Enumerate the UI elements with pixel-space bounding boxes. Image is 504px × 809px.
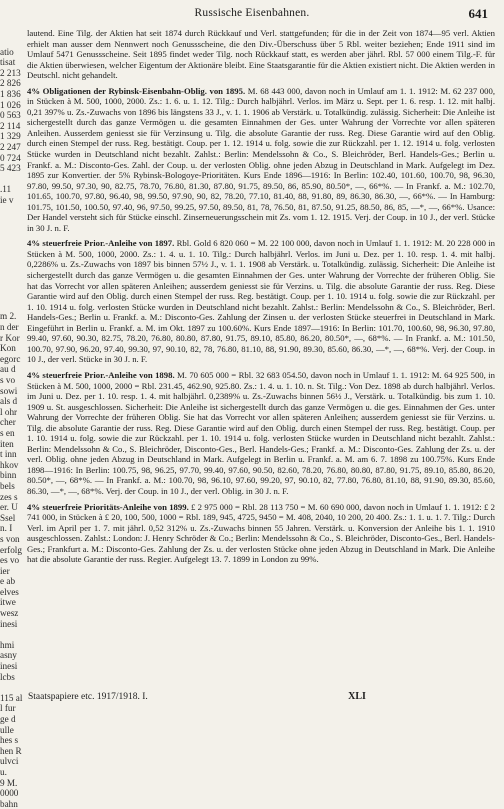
- bond-section: [27, 86, 495, 234]
- bond-section: [27, 238, 495, 365]
- margin-fragment: n. I: [0, 523, 13, 534]
- bond-section: [27, 370, 495, 497]
- margin-fragment: cher: [0, 417, 16, 428]
- margin-fragment: hkov: [0, 459, 19, 470]
- section-text: M. 68 443 000, davon noch in Umlauf am 1. 1. 1912: M. 62 237 000, in Stücken à M. 500, 1000, 2000. Zs.: 1. 6. u. 1. 12. Tilg.: Durch halbjährl. Verlos. im März u. Sept. per 1. 6. resp. 1. 12. mit halbj. 0,21 397% u. Zs.-Zuwachs von 1896 bis längstens 33 J., v. 1. 1. 1906 ab Verstärk. u. Totalkündig. zulässig. Sicherheit: Die Anleihe ist sichergestellt durch das ganze Vermögen u. die gesamten Einnahmen der Ges. unter Wahrung der Vorrechte vor allen späteren Anleihen. Ausserdem geniesst sie für Verzinsung u. Tilg. die absolute Garantie der russ. Reg. Diese Garantie wird auf den Oblig. durch einen Stempel der russ. Reg. bestätigt. Coup. per 1. 12. 1914 u. folg. sowie die zur Rückzahl. per 1. 12. 1914 u. folg. verlosten Stücke wurden in Deutschland nicht bezahlt. Zahlst.: Berlin: Mendelssohn & Co., S. Bleichröder, Berl. Handels-Ges.; Berlin u. Frankf. a. M.: Disconto-Ges. Zahl. der Coup. u. der verlosten Oblig. ohne jeden Abzug in Deutschland in Mark. Aufgelegt im Dez. 1895 zur Konvertier. der 5% Rybinsk-Bologoye-Prioritäten. Kurs Ende 1896—1916: In Berlin: 102.40, 101.60, 100.70, 98, 96.30, 97.80, 99.50, 97.30, 90, 82.75, 78.70, 76.80, 81.30, 87.80, 91.75, 89.50, 86, 85.90, 80.50*, —, 66*%. — In Frankf. a. M.: 102.70, 101.65, 100.70, 97.80, 96.40, 98, 99.50, 97.90, 90, 82, 78.20, 77.10, 81.40, 88, 91.80, 89, 86.30, 86.30, —, 66*%. — In Hamburg: 101.75, 101.50, 100.50, 97.40, 96, 97.50, 99.25, 97.50, 89.50, 81, 78, 76.50, 81, 87.50, 91.25, 88.50, 86, 85, —*, —, 66*%. Usance: Der Handel versteht sich für Stücke einschl. Zinserneuerungsschein mit Zs. vom 1. 12. 1915. Verj. der Coup. in 10 J., der verl. Stücke in 30 J. n. F.: [27, 85, 495, 233]
- margin-fragment: hmi: [0, 639, 15, 650]
- margin-fragment: 2 826: [0, 78, 21, 89]
- margin-fragment: iten: [0, 438, 14, 449]
- margin-fragment: [0, 227, 24, 238]
- margin-fragment: hen R: [0, 745, 22, 756]
- margin-fragment: [0, 258, 24, 269]
- margin-fragment: egorc: [0, 353, 21, 364]
- margin-fragment: r Kor: [0, 332, 20, 343]
- running-title: Russische Eisenbahnen.: [194, 7, 310, 19]
- margin-fragment: u.: [0, 766, 7, 777]
- margin-fragment: 5 423: [0, 163, 21, 174]
- margin-fragment: zes s: [0, 491, 18, 502]
- margin-fragment: l fur: [0, 703, 16, 714]
- margin-fragment: t inn: [0, 449, 17, 460]
- margin-fragment: er. U: [0, 502, 18, 513]
- margin-fragment: 2 247: [0, 141, 21, 152]
- margin-fragment: bahn: [0, 798, 18, 809]
- margin-fragment: inesi: [0, 618, 18, 629]
- margin-fragment: e ab: [0, 576, 16, 587]
- margin-fragment: bels: [0, 480, 15, 491]
- margin-fragment: asny: [0, 650, 17, 661]
- section-text: lautend. Eine Tilg. der Aktien hat seit 1874 durch Rückkauf und Verl. stattgefunden; für die in der Zeit von 1874—95 verl. Aktien erhielt man ausser dem Nennwert noch Genussscheine, die den Div.-Überschuss über 5 Rbl. weiter beziehen; Ende 1911 sind im Umlauf 5471 Genussscheine. Seit 1895 findet weder Tilg. noch Rückkauf statt, es werden aber jährl. Rbl. 57 000 einem Tilg.-F. für die Aktien überwiesen, welcher Eigentum der Aktionäre bleibt. Eine Staatsgarantie für die Aktien existiert nicht. Die Aktien werden in Deutschl. nicht gehandelt.: [27, 28, 495, 81]
- margin-fragment: 0 724: [0, 152, 21, 163]
- margin-fragment: l ohr: [0, 406, 18, 417]
- margin-fragment: 0 563: [0, 110, 21, 121]
- margin-fragment: lcbs: [0, 671, 15, 682]
- margin-fragment: s en: [0, 427, 15, 438]
- margin-fragment: n der: [0, 322, 19, 333]
- footer-publication: Staatspapiere etc. 1917/1918. I.: [28, 692, 148, 702]
- margin-fragment: s von: [0, 533, 20, 544]
- margin-fragment: erfolg: [0, 544, 22, 555]
- margin-fragment: [0, 237, 24, 248]
- margin-fragment: atio: [0, 46, 14, 57]
- margin-fragment: 2 114: [0, 120, 21, 131]
- main-text-column: [27, 28, 495, 570]
- page-number: 641: [468, 6, 488, 21]
- section-text: £ 2 975 000 = Rbl. 28 113 750 = M. 60 690 000, davon noch in Umlauf 1. 1. 1912: £ 2 741 000, in Stücken à £ 20, 100, 500, 1000 = Rbl. 189, 945, 4725, 9450 = M. 408, 2040, 10 200, 20 400. Zs.: 1. 1. u. 1. 7. Tilg.: Durch Verl. im April per 1. 7. mit jährl. 0,52 312% u. Zs.-Zuwachs binnen 55 Jahren. Verstärk. u. Konversion der Anleihe bis 1. 1. 1910 ausgeschlossen. Zahlst.: London: J. Henry Schröder & Co.; Berlin: Mendelssohn & Co., S. Bleichröder, Disconto-Ges., Berl. Handels-Ges.; Frankfurt a. M.: Disconto-Ges. Zahlung der Zs. u. der verlosten Stücke ohne jeden Abzug in Deutschland in Mark. Die Anleihe hat die absolute Garantie der russ. Regier. Aufgelegt 13. 7. 1899 in London zu 99%.: [27, 501, 495, 565]
- margin-fragment: itwe: [0, 597, 16, 608]
- margin-fragment: 0000: [0, 788, 19, 799]
- margin-fragment: [0, 216, 24, 227]
- margin-fragment: Kon: [0, 343, 16, 354]
- margin-fragment: binn: [0, 470, 17, 481]
- margin-fragment: es vo: [0, 555, 20, 566]
- page-footer: [0, 688, 504, 702]
- margin-fragment: [0, 206, 24, 217]
- margin-fragment: [0, 36, 24, 47]
- margin-fragment: .11: [0, 184, 12, 195]
- margin-fragment: als d: [0, 396, 18, 407]
- margin-fragment: m 2.: [0, 311, 17, 322]
- margin-fragment: tisat: [0, 57, 16, 68]
- margin-fragment: elves: [0, 586, 19, 597]
- section-heading: 4% steuerfreie Prioritäts-Anleihe von 1899.: [27, 501, 189, 512]
- margin-fragment: 9 M.: [0, 777, 18, 788]
- margin-fragment: 2 213: [0, 67, 21, 78]
- margin-fragment: ge d: [0, 714, 16, 724]
- margin-fragment: [0, 629, 24, 640]
- margin-fragment: [0, 248, 24, 259]
- page-header: [0, 6, 504, 22]
- section-heading: 4% steuerfreie Prior.-Anleihe von 1898.: [27, 369, 175, 380]
- margin-fragment: 1 329: [0, 131, 21, 142]
- section-text: M. 70 605 000 = Rbl. 32 683 054.50, davon noch in Umlauf 1. 1. 1912: M. 64 925 500, in Stücken à M. 500, 1000, 2000 = Rbl. 231.45, 462.90, 925.80. Zs.: 1. 4. u. 1. 10. n. St. Tilg.: Von Dez. 1898 ab durch halbjährl. Verlos. im Juni u. Dez. per 1. 10. resp. 1. 4. mit halbjährl. 0,2389% u. Zs.-Zuwachs binnen 56½ J., Verstärk. u. Totalkündig. bis zum 1. 10. 1909 u. St. ausgeschlossen. Sicherheit: Die Anleihe ist sichergestellt durch das ganze Vermögen u. die ges. Einnahmen der Ges. unter Wahrung der Vorrechte der früheren Oblig. Sie hat das Vorrecht vor allen späteren Anleihen; ausserdem geniesst sie für Verzins. u. Tilg. die absolute Garantie der russ. Reg. Diese Garantie wird auf den Oblig. durch einen Stempel der russ. Reg. bestätigt. Coup. per 1. 10. 1914 u. folg. sowie die zur Rückzahl. per 1. 10. 1914 u. folg. verlosten Stücke wurden in Deutschland nicht bezahlt. Zahlst.: Berlin: Mendelssohn & Co., S. Bleichröder, Disconto-Ges., Berl. Handels-Ges.; Frankf. a. M.: Disconto-Ges. Zahlung der Zs. u. der verl. Oblig. ohne jeden Abzug in Deutschland in Mark. Aufgelegt in Berlin u. Frankf. a. M. am 6. 7. 1898 zu 100.75%. Kurs Ende 1898—1916: In Berlin: 100.75, 98, 96.25, 97.70, 99.40, 97.60, 90.50, 82.60, 78.20, 76.80, 80.80, 87.80, 91.75, 89.10, 85.80, 86.20, 80.50*, —, 68*%. — In Frankf. a. M.: 100.70, 98, 96.10, 97.60, 99.20, 97, 90.10, 82, 77.80, 76.80, 81.10, 88, 91.90, 89.30, 85.60, 86.30, —*, —, 68*%. Verj. der Coup. in 10 J., der verl. Oblig. in 30 J. n. F.: [27, 369, 495, 496]
- margin-fragment: hes s: [0, 735, 19, 746]
- margin-fragment: [0, 280, 24, 291]
- section-heading: 4% steuerfreie Prior.-Anleihe von 1897.: [27, 238, 175, 249]
- margin-fragment: ie v: [0, 194, 14, 205]
- footer-signature: XLI: [348, 691, 366, 702]
- margin-fragment: ulvci: [0, 756, 19, 767]
- bond-section: [27, 28, 495, 81]
- section-heading: 4% Obligationen der Rybinsk-Eisenbahn-Oblig. von 1895.: [27, 85, 246, 96]
- bond-section: [27, 502, 495, 565]
- left-margin-fragments: [0, 36, 24, 809]
- margin-fragment: [0, 301, 24, 312]
- margin-fragment: inesi: [0, 661, 18, 672]
- margin-fragment: 1 026: [0, 99, 21, 110]
- margin-fragment: wesz: [0, 608, 19, 619]
- margin-fragment: au d: [0, 364, 16, 375]
- section-text: Rbl. Gold 6 820 060 = M. 22 100 000, davon noch in Umlauf 1. 1. 1912: M. 20 228 000 in Stücken à M. 500, 1000, 2000. Zs.: 1. 4. u. 1. 10. Tilg.: Durch halbjährl. Verlos. im Juni u. Dez. per 1. 10. resp. 1. 4. mit halbj. 0,2286% u. Zs.-Zuwachs von 1897 bis binnen 57½ J., v. 1. 1. 1908 ab Verstärk. u. Totalkündig. zulässig. Sicherheit: Die Anleihe ist sichergestellt durch das ganze Vermögen u. die gesamten Einnahmen der Ges. unter Wahrung der Vorrechte der früheren Oblig. Sie hat das Vorrecht vor allen späteren Anleihen; ausserdem geniesst sie für Verzins. u. Tilg. die absolute Garantie der russ. Reg. Diese Garantie wird auf den Oblig. durch einen Stempel der russ. Reg. bestätigt. Coup. per 1. 10. 1914 u. folg. sowie die zur Rückzahl. per 1. 10. 1914 u. folg. verlosten Stücke wurden in Deutschland nicht bezahlt. Zahlst.: Berlin: Mendelssohn & Co., S. Bleichröder, Berl. Handels-Ges.; Berlin u. Frankf. a. M.: Disconto-Ges. Zahlung der Zinsen u. der verlosten Stücke steuerfrei in Deutschland in Mark. Eingeführt in Berlin u. Frankf. a. M. im Okt. 1897 zu 100.60%. Kurs Ende 1897—1916: In Berlin: 101.70, 100.60, 98, 96.30, 97.80, 99.40, 97.60, 90.30, 82.75, 78.20, 76.80, 80.80, 87.80, 91.75, 89.10, 85.80, 86.20, 80.50*, —, 68*%. — In Frankf. a. M.: 101.50, 100.70, 97.90, 96.20, 97.40, 99.30, 97, 90.10, 82, 78, 76.80, 81.10, 88, 91.90, 89.30, 85.60, 86.30, —*, —, 68*%. Verj. der Coup. in 10 J., der verl. Stücke in 30 J. n. F.: [27, 238, 495, 365]
- margin-fragment: sowi: [0, 385, 18, 396]
- margin-fragment: s vo: [0, 375, 16, 385]
- margin-fragment: ier: [0, 565, 10, 576]
- margin-fragment: Ssel: [0, 512, 16, 523]
- margin-fragment: ulle: [0, 724, 14, 735]
- margin-fragment: [0, 290, 24, 301]
- margin-fragment: [0, 174, 24, 185]
- margin-fragment: 115 al: [0, 692, 23, 703]
- margin-fragment: [0, 269, 24, 280]
- margin-fragment: 1 836: [0, 88, 21, 99]
